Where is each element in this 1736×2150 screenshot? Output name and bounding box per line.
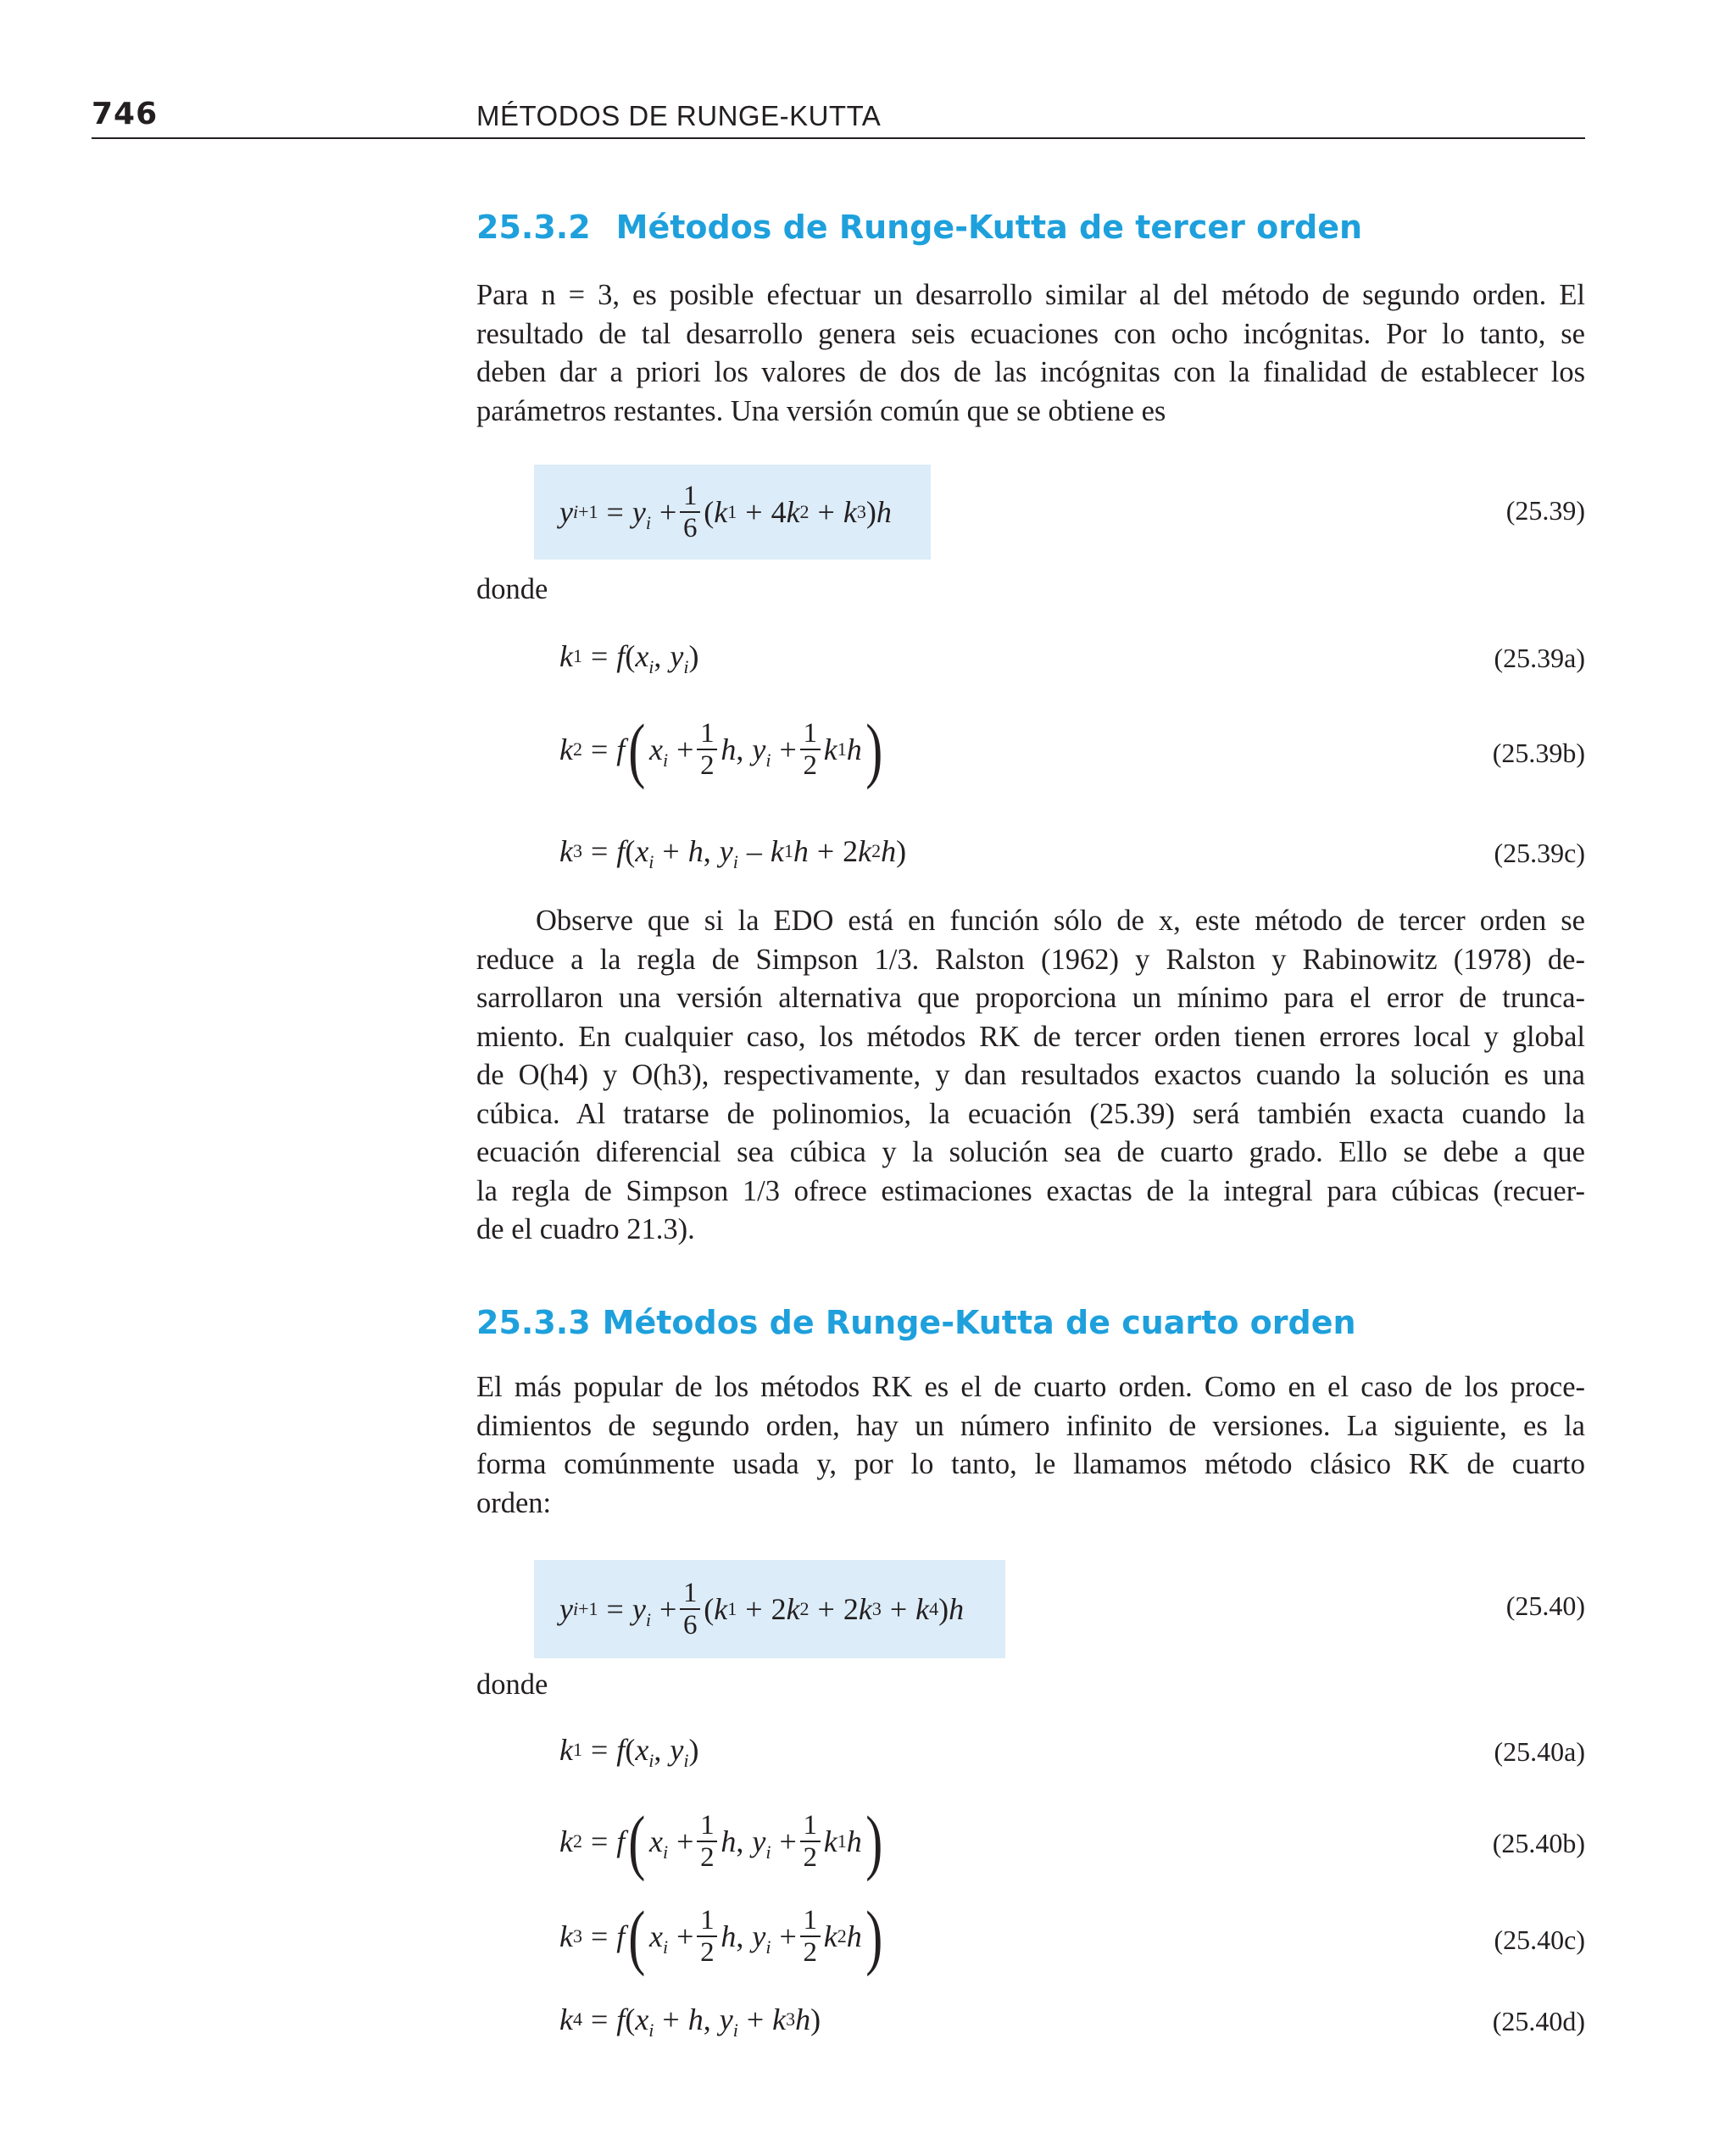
equation-number: (25.40b) — [1492, 1828, 1585, 1858]
equation-number: (25.40c) — [1494, 1924, 1585, 1955]
equation-number: (25.40a) — [1494, 1736, 1585, 1767]
text-line: la regla de Simpson 1/3 ofrece estimaciones exactas de la integral para cúbicas (recuer- — [476, 1174, 1585, 1207]
text-line: resultado de tal desarrollo genera seis ecuaciones con ocho incógnitas. Por lo tanto, se — [476, 317, 1585, 350]
paragraph-intro-third-order — [476, 276, 1585, 431]
text-line: El más popular de los métodos RK es el de cuarto orden. Como en el caso de los proce- — [476, 1371, 1585, 1403]
equation-25-40b: k 2 = f ( $x_i$ + $\frac{1}{2}$ h , $y_i$ + $\frac{1}{2}$ k 1 h ) — [559, 1801, 883, 1882]
equation-25-39c: k 3 = f ( $x_i$ + h , $y_i$ – k 1 h + 2 k 2 h ) — [559, 834, 907, 872]
section-heading-25-3-3 — [476, 1304, 1356, 1341]
text-line: ecuación diferencial sea cúbica y la solución sea de cuarto grado. Ello se debe a que — [476, 1136, 1585, 1168]
equation-number: (25.39) — [1505, 495, 1585, 526]
equation-25-40d: k 4 = f ( $x_i$ + h , $y_i$ + k 3 h ) — [559, 2002, 821, 2041]
text-line: parámetros restantes. Una versión común que se obtiene es — [476, 394, 1166, 427]
paragraph-third-order-discussion — [476, 902, 1585, 1250]
equation-number: (25.39b) — [1492, 738, 1585, 768]
paragraph-intro-fourth-order — [476, 1368, 1585, 1523]
text-line: Para n = 3, es posible efectuar un desarrollo similar al del método de segundo orden. El — [476, 279, 1585, 311]
donde-label: donde — [476, 573, 548, 605]
equation-25-40a: k 1 = f ( $x_i$ , $y_i$ ) — [559, 1733, 699, 1771]
section-number: 25.3.3 — [476, 1304, 591, 1341]
equation-25-39a: k 1 = f ( $x_i$ , $y_i$ ) — [559, 639, 699, 677]
running-title: MÉTODOS DE RUNGE-KUTTA — [476, 100, 882, 131]
text-line: miento. En cualquier caso, los métodos RK de tercer orden tienen errores local y global — [476, 1020, 1585, 1053]
equation-number: (25.40d) — [1492, 2006, 1585, 2036]
text-line: de el cuadro 21.3). — [476, 1213, 695, 1245]
equation-25-40c: k 3 = f ( $x_i$ + $\frac{1}{2}$ h , $y_i$ + $\frac{1}{2}$ k 2 h ) — [559, 1896, 883, 1977]
text-line: sarrollaron una versión alternativa que proporciona un mínimo para el error de trunca- — [476, 982, 1585, 1014]
section-title: Métodos de Runge-Kutta de tercer orden — [615, 209, 1363, 246]
equation-25-40: y i+1 = $y_i$ + $\frac{1}{6}$ ( k 1 + 2 k 2 + 2 k 3 + k 4 ) h — [559, 1578, 965, 1640]
text-line: dimientos de segundo orden, hay un número infinito de versiones. La siguiente, es la — [476, 1409, 1585, 1442]
equation-25-39b: k 2 = f ( $x_i$ + $\frac{1}{2}$ h , $y_i$ + $\frac{1}{2}$ k 1 h ) — [559, 709, 883, 790]
section-title: Métodos de Runge-Kutta de cuarto orden — [602, 1304, 1356, 1341]
equation-number: (25.40) — [1505, 1590, 1585, 1621]
text-line: Observe que si la EDO está en función sólo de x, este método de tercer orden se — [536, 905, 1585, 937]
equation-number: (25.39a) — [1494, 643, 1585, 673]
text-line: orden: — [476, 1486, 552, 1519]
equation-25-39: y i+1 = $y_i$ + $\frac{1}{6}$ ( k 1 + 4 k 2 + k 3 ) h — [559, 481, 892, 543]
text-line: deben dar a priori los valores de dos de las incógnitas con la finalidad de establecer los — [476, 356, 1585, 388]
text-line: de O(h4) y O(h3), respectivamente, y dan resultados exactos cuando la solución es una — [476, 1059, 1585, 1091]
text-line: reduce a la regla de Simpson 1/3. Ralston (1962) y Ralston y Rabinowitz (1978) de- — [476, 943, 1585, 976]
section-number: 25.3.2 — [476, 209, 591, 246]
text-line: forma comúnmente usada y, por lo tanto, le llamamos método clásico RK de cuarto — [476, 1448, 1585, 1480]
header-rule — [92, 137, 1585, 139]
page-number: 746 — [92, 97, 159, 131]
section-heading-25-3-2 — [476, 209, 1362, 246]
donde-label: donde — [476, 1668, 548, 1701]
equation-number: (25.39c) — [1494, 838, 1585, 868]
text-line: cúbica. Al tratarse de polinomios, la ecuación (25.39) será también exacta cuando la — [476, 1097, 1585, 1130]
